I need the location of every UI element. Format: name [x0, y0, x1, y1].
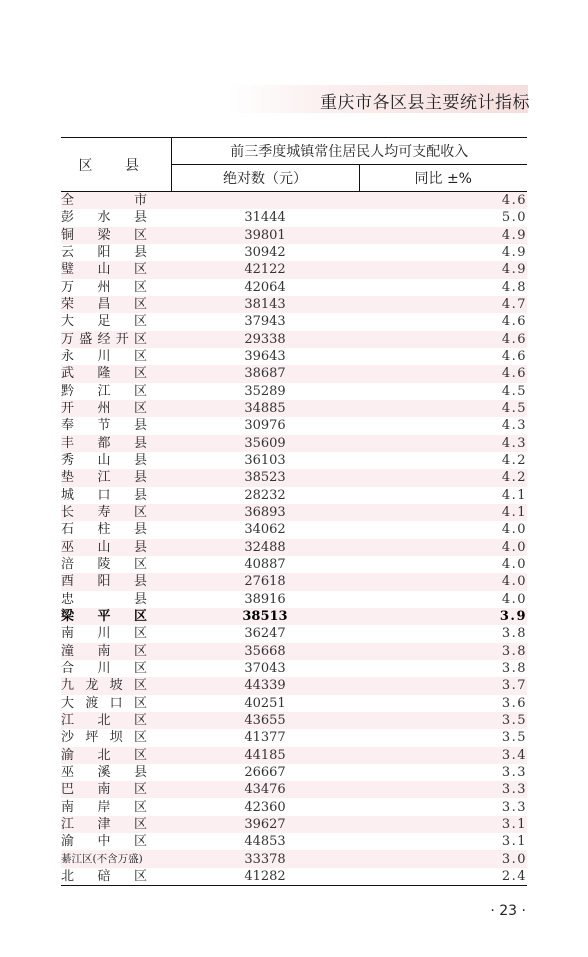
- district-name: [61, 850, 171, 867]
- district-name-text: 南 岸 区: [61, 799, 147, 815]
- district-name: [61, 643, 171, 660]
- district-name: [61, 383, 171, 400]
- absolute-value: 35289: [244, 383, 286, 399]
- table-row: [61, 452, 527, 469]
- district-name: [61, 504, 171, 521]
- district-name: [61, 400, 171, 417]
- table-row: [61, 244, 527, 261]
- district-name-text: 涪 陵 区: [61, 557, 147, 573]
- table-row: [61, 677, 527, 694]
- district-name: [61, 695, 171, 712]
- district-name: [61, 521, 171, 538]
- district-name-text: 石 柱 县: [61, 522, 147, 538]
- table-row: [61, 816, 527, 833]
- district-name: [61, 712, 171, 729]
- absolute-value: 38523: [244, 470, 286, 486]
- absolute-value: 43655: [244, 713, 286, 728]
- table-row: [61, 331, 527, 348]
- district-name-text: 酉 阳 县: [61, 574, 147, 590]
- table-row: [61, 209, 527, 226]
- table-row: [61, 279, 527, 296]
- table-row: [61, 608, 527, 625]
- district-name: [61, 227, 171, 244]
- absolute-value: 39801: [244, 227, 286, 243]
- yoy-change: 4.9: [501, 245, 527, 261]
- yoy-change: 4.1: [501, 505, 527, 521]
- district-name: [61, 747, 171, 764]
- absolute-value: 42360: [244, 799, 286, 815]
- absolute-value: 40251: [244, 695, 286, 711]
- yoy-change: 3.1: [501, 816, 527, 832]
- district-name: [61, 833, 171, 850]
- district-name: [61, 608, 171, 625]
- table-row: [61, 573, 527, 590]
- absolute-value: 30942: [244, 245, 286, 261]
- table-row: [61, 539, 527, 556]
- district-name: [61, 365, 171, 382]
- absolute-value: 36893: [244, 505, 286, 521]
- district-name-text: 全 市: [61, 193, 147, 209]
- district-name: [61, 625, 171, 642]
- table-row: [61, 227, 527, 244]
- table-row: [61, 591, 527, 608]
- table-row: [61, 695, 527, 712]
- yoy-change: 2.4: [359, 868, 527, 886]
- absolute-value: 36247: [244, 626, 286, 642]
- district-name: [61, 591, 171, 608]
- absolute-value: 37043: [244, 661, 286, 677]
- yoy-change: 3.7: [501, 678, 527, 694]
- yoy-change: 4.7: [501, 297, 527, 313]
- district-name: [61, 781, 171, 798]
- district-name-text: 北 碚 区: [61, 868, 147, 884]
- absolute-value: 31444: [244, 210, 286, 226]
- district-name: [61, 660, 171, 677]
- yoy-change: 3.5: [501, 713, 527, 728]
- district-name-text: 渝 北 区: [61, 747, 147, 763]
- district-name-text: 长 寿 区: [61, 505, 147, 521]
- table-row: [61, 487, 527, 504]
- yoy-change: 4.0: [501, 522, 527, 538]
- yoy-change: 4.6: [501, 314, 527, 330]
- table-row: [61, 435, 527, 452]
- district-name-text: 江 北 区: [61, 713, 147, 728]
- table-row: [61, 643, 527, 660]
- yoy-change: 3.3: [501, 799, 527, 815]
- yoy-change: 3.8: [501, 661, 527, 677]
- district-name-text: 巫 溪 县: [61, 764, 147, 780]
- district-name-text: 万 盛 经 开 区: [61, 331, 147, 347]
- table-row: [61, 521, 527, 538]
- district-name: [61, 244, 171, 261]
- yoy-change: 4.2: [501, 453, 527, 469]
- district-name: [61, 348, 171, 365]
- yoy-change: 3.5: [501, 730, 527, 746]
- district-name-text: 巫 山 县: [61, 539, 147, 555]
- district-name-text: 潼 南 区: [61, 643, 147, 659]
- district-name-text: 沙 坪 坝 区: [61, 730, 147, 746]
- table-row: [61, 296, 527, 313]
- yoy-change: 4.6: [501, 349, 527, 365]
- district-name-text: 武 隆 区: [61, 366, 147, 382]
- table-row: [61, 625, 527, 642]
- yoy-change: 4.0: [501, 557, 527, 573]
- district-name-text: 忠 县: [61, 591, 147, 607]
- table-row: [61, 747, 527, 764]
- district-name: [61, 209, 171, 226]
- district-name: [61, 279, 171, 296]
- absolute-value: 39627: [244, 816, 286, 832]
- table-row: [61, 365, 527, 382]
- table-row: [61, 712, 527, 729]
- district-name: [61, 764, 171, 781]
- district-name-text: 万 州 区: [61, 279, 147, 295]
- absolute-value: 41377: [244, 730, 286, 746]
- yoy-change: 4.3: [501, 418, 527, 434]
- district-name: [61, 556, 171, 573]
- table-row: [61, 868, 527, 886]
- absolute-value: 38687: [244, 366, 286, 382]
- absolute-value: 34885: [244, 401, 286, 417]
- district-name: [61, 417, 171, 434]
- district-name-text: 奉 节 县: [61, 418, 147, 434]
- district-name-text: 大 足 区: [61, 314, 147, 330]
- district-name-text: 开 州 区: [61, 401, 147, 417]
- absolute-value: 33378: [244, 851, 286, 867]
- yoy-change: 4.0: [501, 591, 527, 607]
- absolute-value: 28232: [244, 487, 286, 503]
- yoy-change: 4.6: [501, 193, 527, 209]
- yoy-change: 4.5: [501, 401, 527, 417]
- absolute-value: 29338: [244, 331, 286, 347]
- district-name-text: 永 川 区: [61, 349, 147, 365]
- district-name: [61, 816, 171, 833]
- yoy-change: 4.3: [501, 435, 527, 451]
- yoy-change: 4.8: [501, 279, 527, 295]
- column-header-absolute: 绝对数（元）: [171, 165, 359, 192]
- district-name: [61, 261, 171, 278]
- table-row: [61, 417, 527, 434]
- district-name-text: 南 川 区: [61, 626, 147, 642]
- yoy-change: 4.6: [501, 331, 527, 347]
- district-name-text: 璧 山 区: [61, 262, 147, 278]
- absolute-value: 42122: [244, 262, 286, 278]
- district-name: [61, 677, 171, 694]
- yoy-change: 4.5: [501, 383, 527, 399]
- yoy-change: 3.3: [501, 782, 527, 798]
- district-name-text: 九 龙 坡 区: [61, 678, 147, 694]
- district-name: [61, 331, 171, 348]
- absolute-value: 35668: [244, 643, 286, 659]
- district-name-text: 秀 山 县: [61, 453, 147, 469]
- district-name: [61, 313, 171, 330]
- district-name-text: 垫 江 县: [61, 470, 147, 486]
- table-row: [61, 400, 527, 417]
- district-name-text: 彭 水 县: [61, 210, 147, 226]
- district-name: [61, 539, 171, 556]
- absolute-value: 27618: [244, 574, 286, 590]
- district-name: [61, 452, 171, 469]
- district-name: [61, 296, 171, 313]
- absolute-value: 32488: [244, 539, 286, 555]
- district-name: [61, 435, 171, 452]
- district-name-text: 渝 中 区: [61, 834, 147, 850]
- district-name-text: 荣 昌 区: [61, 297, 147, 313]
- table-row: [61, 850, 527, 867]
- district-name: [61, 487, 171, 504]
- absolute-value: 36103: [244, 453, 286, 469]
- yoy-change: 3.8: [501, 643, 527, 659]
- absolute-value: 38513: [242, 609, 288, 625]
- table-row: [61, 383, 527, 400]
- absolute-value: 43476: [244, 782, 286, 798]
- statistics-table: [61, 137, 527, 886]
- column-header-yoy: 同比 ±%: [359, 165, 527, 192]
- table-row: [61, 469, 527, 486]
- district-name-text: 梁 平 区: [61, 609, 147, 625]
- yoy-change: 3.4: [501, 747, 527, 763]
- yoy-change: 5.0: [501, 210, 527, 226]
- page-number: · 23 ·: [490, 903, 526, 919]
- yoy-change: 4.6: [501, 366, 527, 382]
- table-row: [61, 504, 527, 521]
- yoy-change: 4.0: [501, 539, 527, 555]
- table-row: [61, 660, 527, 677]
- yoy-change: 4.9: [501, 227, 527, 243]
- absolute-value: 37943: [244, 314, 286, 330]
- column-header-income: 前三季度城镇常住居民人均可支配收入: [171, 138, 527, 165]
- yoy-change: 3.9: [499, 609, 527, 625]
- table-row: [61, 348, 527, 365]
- table-row: [61, 798, 527, 815]
- absolute-value: 44853: [244, 834, 286, 850]
- absolute-value: 40887: [244, 557, 286, 573]
- district-name: [61, 729, 171, 746]
- district-name-text: 巴 南 区: [61, 782, 147, 798]
- absolute-value: 44185: [244, 747, 286, 763]
- district-name-text: 丰 都 县: [61, 435, 147, 451]
- absolute-value: 38143: [244, 297, 286, 313]
- table-row: [61, 192, 527, 210]
- district-name-text: 江 津 区: [61, 816, 147, 832]
- district-name-text: 城 口 县: [61, 487, 147, 503]
- absolute-value: 34062: [244, 522, 286, 538]
- district-name-text: 黔 江 区: [61, 383, 147, 399]
- absolute-value: [171, 192, 359, 210]
- district-name: [61, 798, 171, 815]
- absolute-value: 39643: [244, 349, 286, 365]
- table-row: [61, 729, 527, 746]
- absolute-value: 30976: [244, 418, 286, 434]
- table-row: [61, 833, 527, 850]
- yoy-change: 3.1: [501, 834, 527, 850]
- district-name: [61, 192, 171, 210]
- yoy-change: 3.8: [501, 626, 527, 642]
- page-title: 重庆市各区县主要统计指标: [320, 93, 530, 113]
- absolute-value: 35609: [244, 435, 286, 451]
- yoy-change: 4.9: [501, 262, 527, 278]
- yoy-change: 3.6: [501, 695, 527, 711]
- absolute-value: 26667: [244, 764, 286, 780]
- table-row: [61, 313, 527, 330]
- table-body: [61, 192, 527, 886]
- yoy-change: 3.0: [501, 851, 527, 867]
- district-name: [61, 573, 171, 590]
- absolute-value: 41282: [171, 868, 359, 886]
- table-row: [61, 556, 527, 573]
- yoy-change: 4.0: [501, 574, 527, 590]
- district-name-text: 合 川 区: [61, 661, 147, 677]
- district-name-text: 綦江区(不含万盛): [61, 852, 143, 865]
- district-name-text: 大 渡 口 区: [61, 695, 147, 711]
- absolute-value: 44339: [244, 678, 286, 694]
- yoy-change: 4.2: [501, 470, 527, 486]
- district-name-text: 铜 梁 区: [61, 227, 147, 243]
- district-name: [61, 868, 171, 886]
- yoy-change: 4.1: [501, 487, 527, 503]
- table-row: [61, 781, 527, 798]
- column-header-district: 区 县: [61, 138, 171, 192]
- table-row: [61, 764, 527, 781]
- yoy-change: 3.3: [501, 764, 527, 780]
- absolute-value: 38916: [244, 591, 286, 607]
- absolute-value: 42064: [244, 279, 286, 295]
- district-name-text: 云 阳 县: [61, 245, 147, 261]
- table-row: [61, 261, 527, 278]
- district-name: [61, 469, 171, 486]
